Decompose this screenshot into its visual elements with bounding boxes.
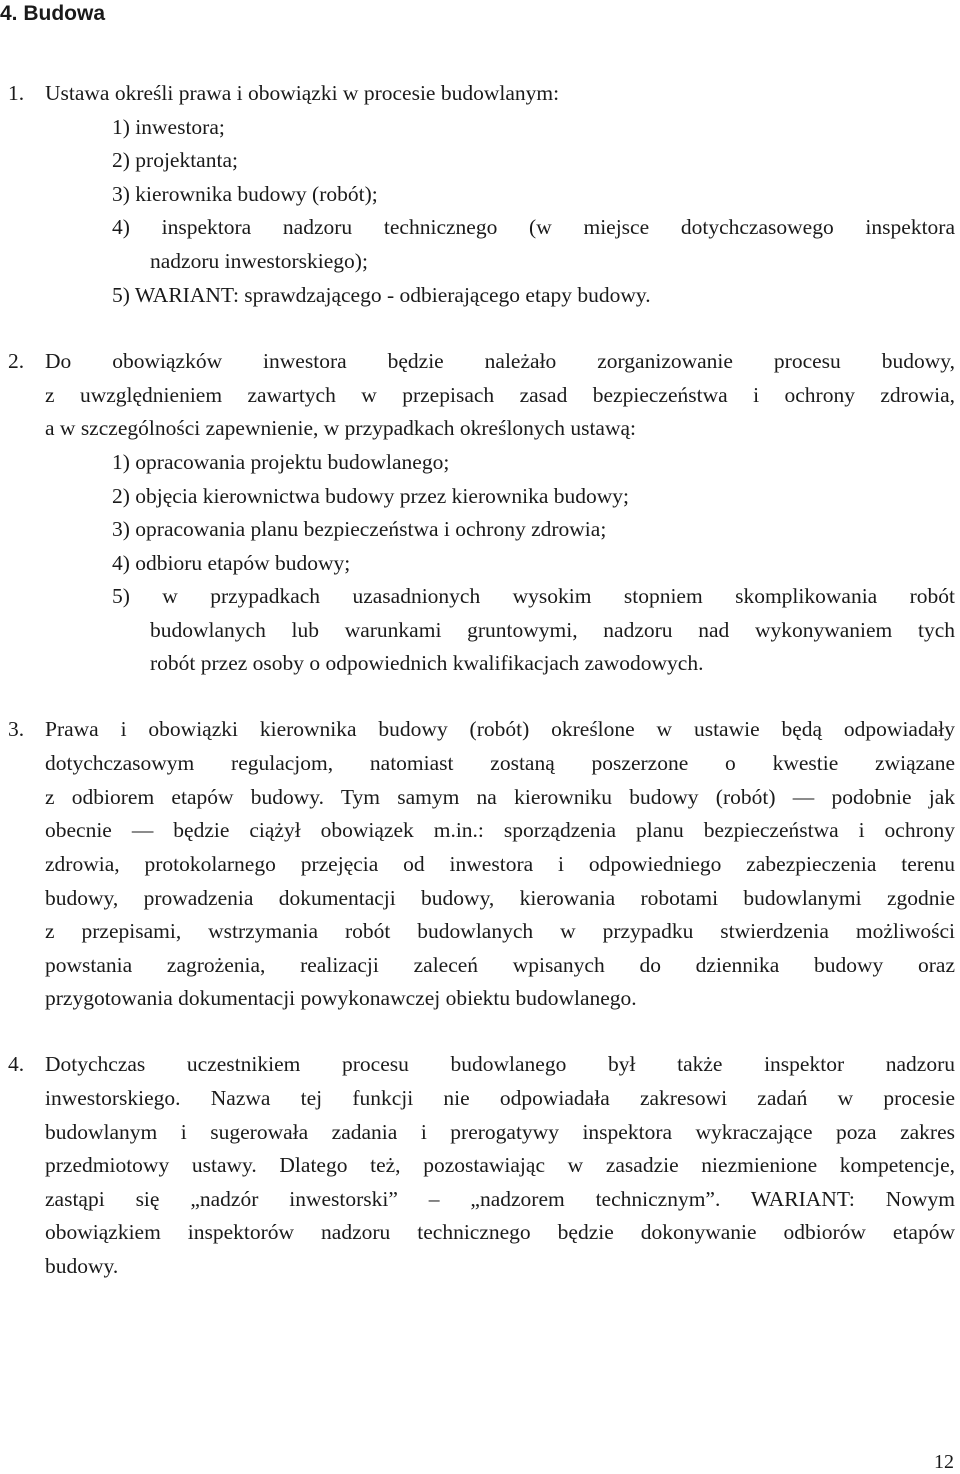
section-line: zdrowia, protokolarnego przejęcia od inwestora i odpowiedniego zabezpieczenia terenu xyxy=(45,852,955,876)
section-line: Dotychczas uczestnikiem procesu budowlanego był także inspektor nadzoru xyxy=(45,1052,955,1076)
section-line: zastąpi się „nadzór inwestorski” – „nadzorem technicznym”. WARIANT: Nowym xyxy=(45,1187,955,1211)
list-item: 4) odbioru etapów budowy; xyxy=(112,551,351,575)
section-line: a w szczególności zapewnienie, w przypadkach określonych ustawą: xyxy=(45,416,637,440)
section-line: Ustawa określi prawa i obowiązki w procesie budowlanym: xyxy=(45,81,560,105)
section-line: inwestorskiego. Nazwa tej funkcji nie odpowiadała zakresowi zadań w procesie xyxy=(45,1086,955,1110)
list-item: 5) w przypadkach uzasadnionych wysokim stopniem skomplikowania robót xyxy=(112,584,955,608)
section-line: budowy, prowadzenia dokumentacji budowy, kierowania robotami budowlanymi zgodnie xyxy=(45,886,955,910)
list-item: 5) WARIANT: sprawdzającego - odbierającego etapy budowy. xyxy=(112,283,651,307)
section-number: 2. xyxy=(8,349,25,373)
section-line: Do obowiązków inwestora będzie należało zorganizowanie procesu budowy, xyxy=(45,349,955,373)
list-item: 4) inspektora nadzoru technicznego (w miejsce dotychczasowego inspektora xyxy=(112,215,955,239)
list-item: 1) opracowania projektu budowlanego; xyxy=(112,450,450,474)
section-line: z uwzględnieniem zawartych w przepisach zasad bezpieczeństwa i ochrony zdrowia, xyxy=(45,383,955,407)
section-heading: 4. Budowa xyxy=(0,2,106,25)
list-item-continuation: nadzoru inwestorskiego); xyxy=(150,249,368,273)
section-line: budowlanym i sugerowała zadania i prerogatywy inspektora wykraczające poza zakres xyxy=(45,1120,955,1144)
list-item: 3) kierownika budowy (robót); xyxy=(112,182,378,206)
section-line: obecnie — będzie ciążył obowiązek m.in.: sporządzenia planu bezpieczeństwa i ochrony xyxy=(45,818,955,842)
section-number: 3. xyxy=(8,717,25,741)
section-line: powstania zagrożenia, realizacji zaleceń wpisanych do dziennika budowy oraz xyxy=(45,953,955,977)
section-line: obowiązkiem inspektorów nadzoru technicznego będzie dokonywanie odbiorów etapów xyxy=(45,1220,955,1244)
section-line: budowy. xyxy=(45,1254,119,1278)
section-line: przedmiotowy ustawy. Dlatego też, pozostawiając w zasadzie niezmienione kompetencje, xyxy=(45,1153,955,1177)
section-line: przygotowania dokumentacji powykonawczej obiektu budowlanego. xyxy=(45,986,637,1010)
section-line: dotychczasowym regulacjom, natomiast zostaną poszerzone o kwestie związane xyxy=(45,751,955,775)
list-item: 1) inwestora; xyxy=(112,115,225,139)
list-item: 2) objęcia kierownictwa budowy przez kierownika budowy; xyxy=(112,484,630,508)
section-line: z przepisami, wstrzymania robót budowlanych w przypadku stwierdzenia możliwości xyxy=(45,919,955,943)
list-item: 2) projektanta; xyxy=(112,148,238,172)
list-item-continuation: budowlanych lub warunkami gruntowymi, nadzoru nad wykonywaniem tych xyxy=(150,618,955,642)
section-line: Prawa i obowiązki kierownika budowy (robót) określone w ustawie będą odpowiadały xyxy=(45,717,955,741)
section-number: 1. xyxy=(8,81,25,105)
section-number: 4. xyxy=(8,1052,25,1076)
page-number: 12 xyxy=(934,1451,954,1473)
list-item-continuation: robót przez osoby o odpowiednich kwalifikacjach zawodowych. xyxy=(150,651,704,675)
list-item: 3) opracowania planu bezpieczeństwa i ochrony zdrowia; xyxy=(112,517,607,541)
section-line: z odbiorem etapów budowy. Tym samym na kierowniku budowy (robót) — podobnie jak xyxy=(45,785,955,809)
